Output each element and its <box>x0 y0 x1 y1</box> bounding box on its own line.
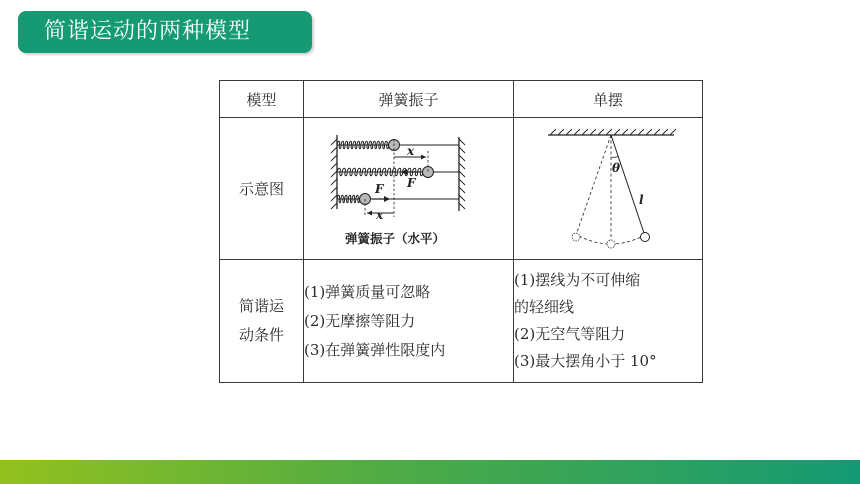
ball-right-extreme <box>641 232 650 241</box>
row-label-conditions: 简谐运 动条件 <box>220 260 304 383</box>
section-title: 简谐运动的两种模型 <box>18 11 312 53</box>
spring-conditions <box>304 260 514 383</box>
pendulum-conditions <box>514 260 703 383</box>
list-item: (1)弹簧质量可忽略 <box>304 282 431 301</box>
list-item: (3)在弹簧弹性限度内 <box>304 340 446 359</box>
spring-caption: 弹簧振子（水平） <box>344 230 445 246</box>
list-item: (2)无摩擦等阻力 <box>304 311 416 330</box>
spring-1 <box>337 141 389 149</box>
pendulum-diagram-cell <box>514 118 703 260</box>
spring-3 <box>337 195 360 203</box>
label-x-top: x <box>406 143 414 158</box>
list-item: (2)无空气等阻力 <box>514 325 626 343</box>
table-row-conditions <box>220 260 703 383</box>
table-header-row <box>220 81 703 118</box>
list-item: 的轻细线 <box>514 298 575 316</box>
label-x-bottom: x <box>375 207 383 222</box>
ball-left-extreme <box>572 233 580 241</box>
model-comparison-table <box>219 80 703 383</box>
row-label-diagram: 示意图 <box>220 118 304 260</box>
label-f-right: F <box>406 175 416 190</box>
list-item: (1)摆线为不可伸缩 <box>514 271 641 289</box>
table-row-diagram <box>220 118 703 260</box>
label-f-left: F <box>374 181 384 196</box>
footer-gradient-band <box>0 460 860 484</box>
label-theta: θ <box>612 160 621 175</box>
ball-lowest <box>607 240 615 248</box>
header-spring-oscillator: 弹簧振子 <box>304 81 514 118</box>
spring-oscillator-diagram <box>309 125 509 253</box>
spring-diagram-cell <box>304 118 514 260</box>
label-length: l <box>639 192 644 207</box>
list-item: (3)最大摆角小于 10° <box>514 352 657 370</box>
header-pendulum: 单摆 <box>514 81 703 118</box>
simple-pendulum-diagram <box>518 125 698 253</box>
header-model: 模型 <box>220 81 304 118</box>
